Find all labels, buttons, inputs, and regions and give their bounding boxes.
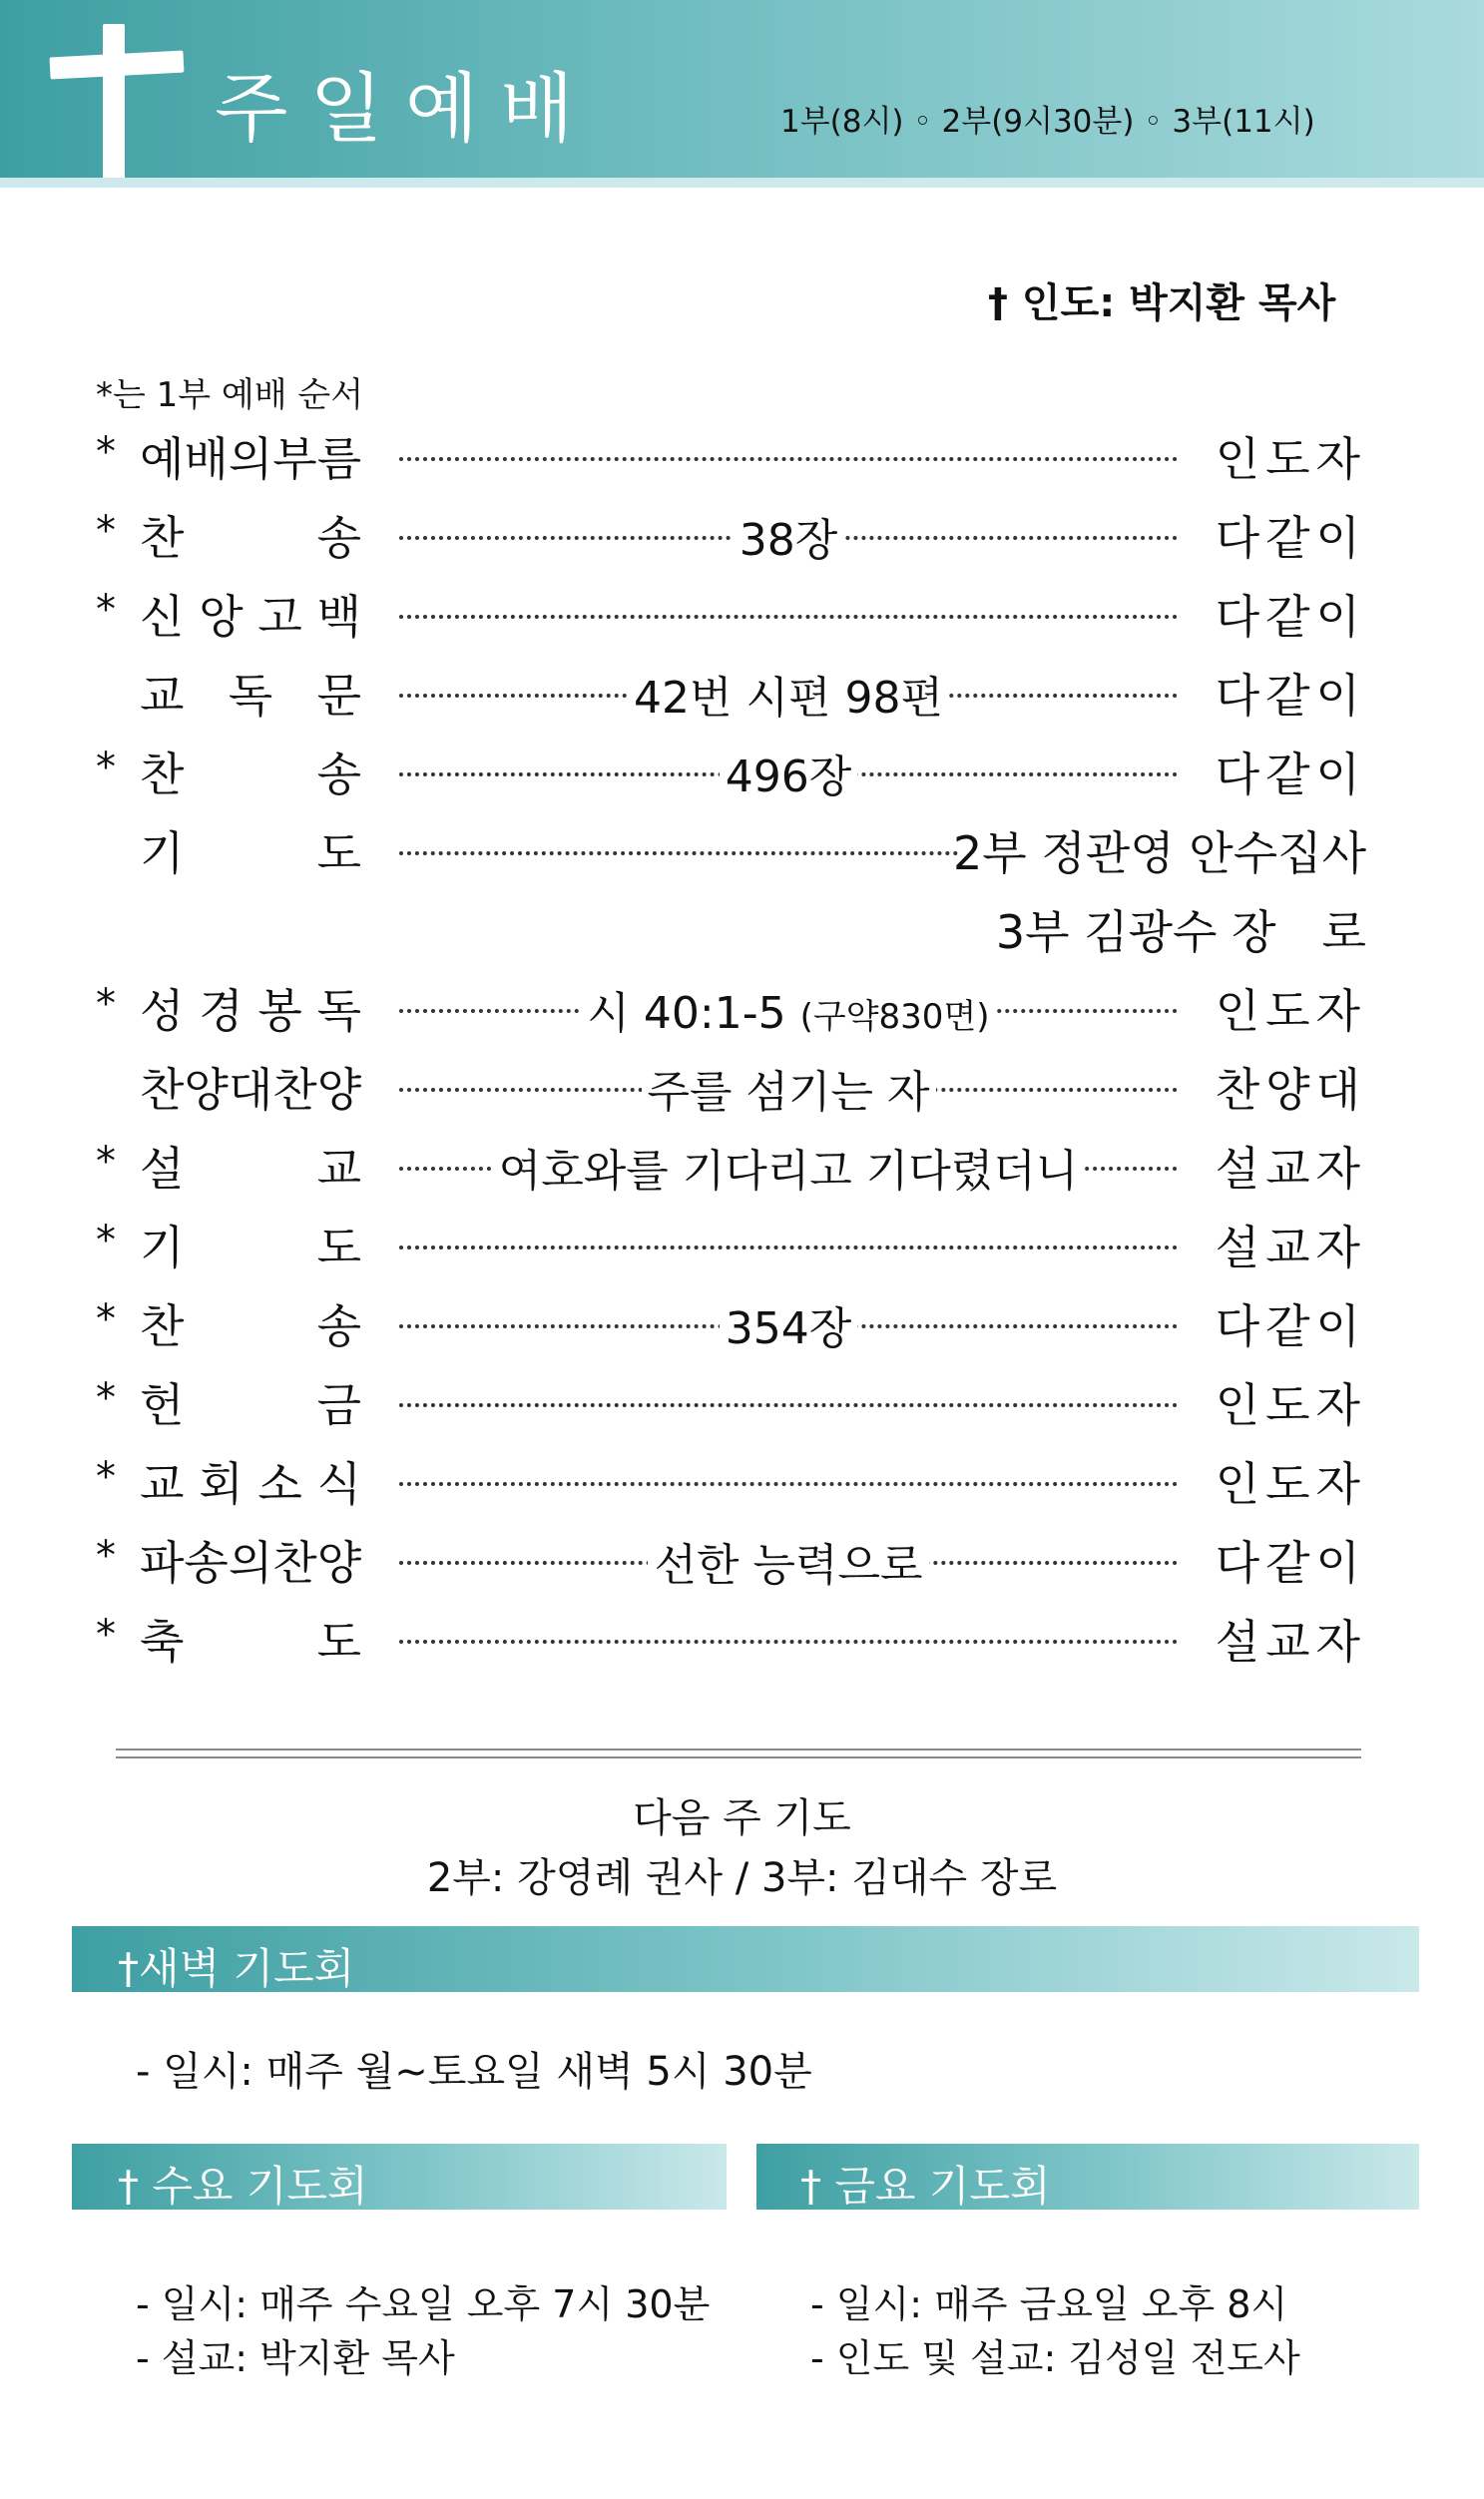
order-label	[140, 1133, 361, 1199]
order-row	[0, 739, 1484, 802]
order-person: 다같이	[1215, 590, 1366, 644]
worship-leader: † 인도: 박지환 목사	[988, 280, 1336, 326]
order-label-part: 회	[199, 1457, 244, 1511]
next-week-names: 2부: 강영례 권사 / 3부: 김대수 장로	[426, 1855, 1058, 1901]
order-row	[0, 1133, 1484, 1197]
order-label	[140, 817, 361, 883]
friday-prayer-title: † 금요 기도회	[800, 2162, 1051, 2211]
order-person: 인도자	[1215, 1457, 1366, 1511]
order-label-part: 도	[316, 1615, 361, 1669]
order-label	[140, 975, 361, 1041]
order-label	[140, 1606, 361, 1672]
order-label-part: 축	[140, 1615, 185, 1669]
order-label-part: 기	[140, 826, 185, 880]
order-label-part: 교	[140, 1457, 185, 1511]
order-detail	[399, 1135, 1178, 1199]
cross-icon	[103, 24, 125, 184]
order-row	[0, 975, 1484, 1039]
order-row	[0, 423, 1484, 486]
order-label-part: 독	[228, 669, 273, 723]
order-label-part: 봉	[257, 984, 302, 1038]
dotted-leader	[399, 1246, 1178, 1250]
order-row	[0, 1606, 1484, 1669]
order-label-part: 기	[140, 1221, 185, 1274]
order-label-part: 신	[140, 590, 185, 644]
order-detail-text	[642, 1067, 936, 1118]
wednesday-prayer-time: - 일시: 매주 수요일 오후 7시 30분	[136, 2282, 711, 2326]
order-label-part: 앙	[199, 590, 244, 644]
order-label	[140, 1212, 361, 1277]
dotted-leader	[399, 1403, 1178, 1407]
order-label-part: 교	[316, 1142, 361, 1196]
order-label-part: 찬	[140, 511, 185, 565]
order-detail-main: 주를 섬기는 자	[647, 1067, 930, 1118]
page-title: 주일예배	[215, 64, 596, 153]
order-label-part: 헌	[140, 1378, 185, 1432]
order-detail	[399, 741, 1178, 804]
order-detail-main: 38장	[739, 515, 838, 566]
order-person: 3부 김광수 장 로	[995, 905, 1366, 959]
order-label-part: 경	[199, 984, 244, 1038]
order-detail-text	[648, 1540, 928, 1591]
cross-icon-bar	[50, 51, 185, 80]
dotted-leader	[399, 1482, 1178, 1486]
order-person: 찬양대	[1215, 1063, 1366, 1117]
order-detail-main: 시 40:1-5	[587, 988, 786, 1039]
order-star: *	[96, 587, 116, 633]
order-detail	[399, 504, 1178, 568]
dawn-prayer-banner	[72, 1926, 1419, 1992]
order-detail-space	[786, 988, 800, 1039]
order-person: 인도자	[1215, 1378, 1366, 1432]
order-detail	[399, 977, 1178, 1041]
header-underline	[0, 178, 1484, 188]
order-detail	[399, 1292, 1178, 1356]
order-label-part: 찬	[140, 1299, 185, 1353]
order-label-part: 백	[316, 590, 361, 644]
order-detail-text	[581, 988, 995, 1039]
order-label-part: 고	[257, 590, 302, 644]
order-star: *	[96, 745, 116, 790]
order-label-part: 식	[316, 1457, 361, 1511]
order-detail-main: 354장	[725, 1303, 852, 1354]
order-detail	[399, 662, 1178, 726]
wednesday-prayer-title: † 수요 기도회	[118, 2162, 368, 2211]
order-detail-text	[720, 751, 858, 802]
wednesday-prayer-preacher: - 설교: 박지환 목사	[136, 2336, 455, 2380]
order-label-part: 도	[316, 826, 361, 880]
order-star: *	[96, 1533, 116, 1579]
order-row	[0, 817, 1484, 880]
order-detail-text	[628, 673, 949, 724]
order-row	[0, 1290, 1484, 1354]
order-label	[140, 581, 361, 647]
order-label-part: 송	[316, 511, 361, 565]
order-label-part: 파송의찬양	[140, 1536, 362, 1590]
order-star: *	[96, 1612, 116, 1658]
order-person: 다같이	[1215, 1536, 1366, 1590]
order-person: 설교자	[1215, 1615, 1366, 1669]
order-label	[140, 1054, 361, 1120]
order-label-part: 도	[316, 1221, 361, 1274]
order-row	[0, 1369, 1484, 1432]
order-detail	[399, 1056, 1178, 1120]
order-row	[0, 896, 1484, 959]
order-label-part: 찬	[140, 748, 185, 801]
service-times: 1부(8시) ◦ 2부(9시30분) ◦ 3부(11시)	[780, 104, 1315, 140]
order-row	[0, 581, 1484, 644]
order-label-part: 설	[140, 1142, 185, 1196]
order-label-part: 송	[316, 1299, 361, 1353]
friday-prayer-preacher: - 인도 및 설교: 김성일 전도사	[810, 2336, 1300, 2380]
dawn-prayer-time: - 일시: 매주 월~토요일 새벽 5시 30분	[136, 2049, 812, 2095]
order-label-part: 성	[140, 984, 185, 1038]
order-detail-text	[720, 1303, 858, 1354]
order-star: *	[96, 1375, 116, 1421]
order-label-part: 문	[316, 669, 361, 723]
order-person: 다같이	[1215, 511, 1366, 565]
order-label	[140, 1448, 361, 1514]
order-label	[140, 739, 361, 804]
order-star: *	[96, 429, 116, 475]
order-person: 설교자	[1215, 1221, 1366, 1274]
order-row	[0, 502, 1484, 566]
order-star: *	[96, 981, 116, 1027]
order-label	[140, 1290, 361, 1356]
order-person: 다같이	[1215, 669, 1366, 723]
order-star: *	[96, 1296, 116, 1342]
order-label	[140, 1527, 361, 1593]
order-detail-main: 42번 시편 98편	[634, 673, 943, 724]
order-label	[140, 660, 361, 726]
order-row	[0, 1054, 1484, 1118]
order-label-part: 독	[316, 984, 361, 1038]
dotted-leader	[399, 457, 1178, 461]
friday-prayer-time: - 일시: 매주 금요일 오후 8시	[810, 2282, 1288, 2326]
order-star: *	[96, 508, 116, 554]
order-label	[140, 1369, 361, 1435]
order-person: 다같이	[1215, 1299, 1366, 1353]
order-star: *	[96, 1454, 116, 1500]
order-label-part: 송	[316, 748, 361, 801]
order-label-part: 소	[257, 1457, 302, 1511]
dotted-leader	[399, 851, 958, 855]
order-person: 인도자	[1215, 984, 1366, 1038]
order-row	[0, 1212, 1484, 1274]
order-label-part: 찬양대찬양	[140, 1063, 362, 1117]
order-label-part: 예배의부름	[140, 432, 362, 486]
section-divider	[116, 1749, 1361, 1758]
order-detail-text	[493, 1146, 1085, 1197]
wednesday-prayer-banner	[72, 2144, 727, 2210]
order-row	[0, 660, 1484, 724]
friday-prayer-banner	[756, 2144, 1419, 2210]
order-label	[140, 423, 361, 489]
order-person: 2부 정관영 안수집사	[953, 826, 1366, 880]
order-person: 설교자	[1215, 1142, 1366, 1196]
order-label-part: 금	[316, 1378, 361, 1432]
order-detail-text	[734, 515, 844, 566]
order-row	[0, 1527, 1484, 1591]
order-label-part: 교	[140, 669, 185, 723]
dotted-leader	[399, 1640, 1178, 1644]
order-person: 인도자	[1215, 432, 1366, 486]
dotted-leader	[399, 615, 1178, 619]
order-row	[0, 1448, 1484, 1511]
order-star: *	[96, 1218, 116, 1263]
order-note: *는 1부 예배 순서	[96, 375, 364, 415]
order-detail	[399, 1529, 1178, 1593]
order-label	[140, 502, 361, 568]
dawn-prayer-title: †새벽 기도회	[118, 1944, 355, 1993]
order-detail-main: 여호와를 기다리고 기다렸더니	[498, 1146, 1079, 1197]
order-detail-page: (구약830면)	[799, 997, 990, 1037]
header-banner	[0, 0, 1484, 178]
order-star: *	[96, 1139, 116, 1185]
next-week-title: 다음 주 기도	[633, 1795, 851, 1841]
order-detail-main: 선한 능력으로	[654, 1540, 923, 1591]
order-detail-main: 496장	[725, 751, 852, 802]
order-person: 다같이	[1215, 748, 1366, 801]
